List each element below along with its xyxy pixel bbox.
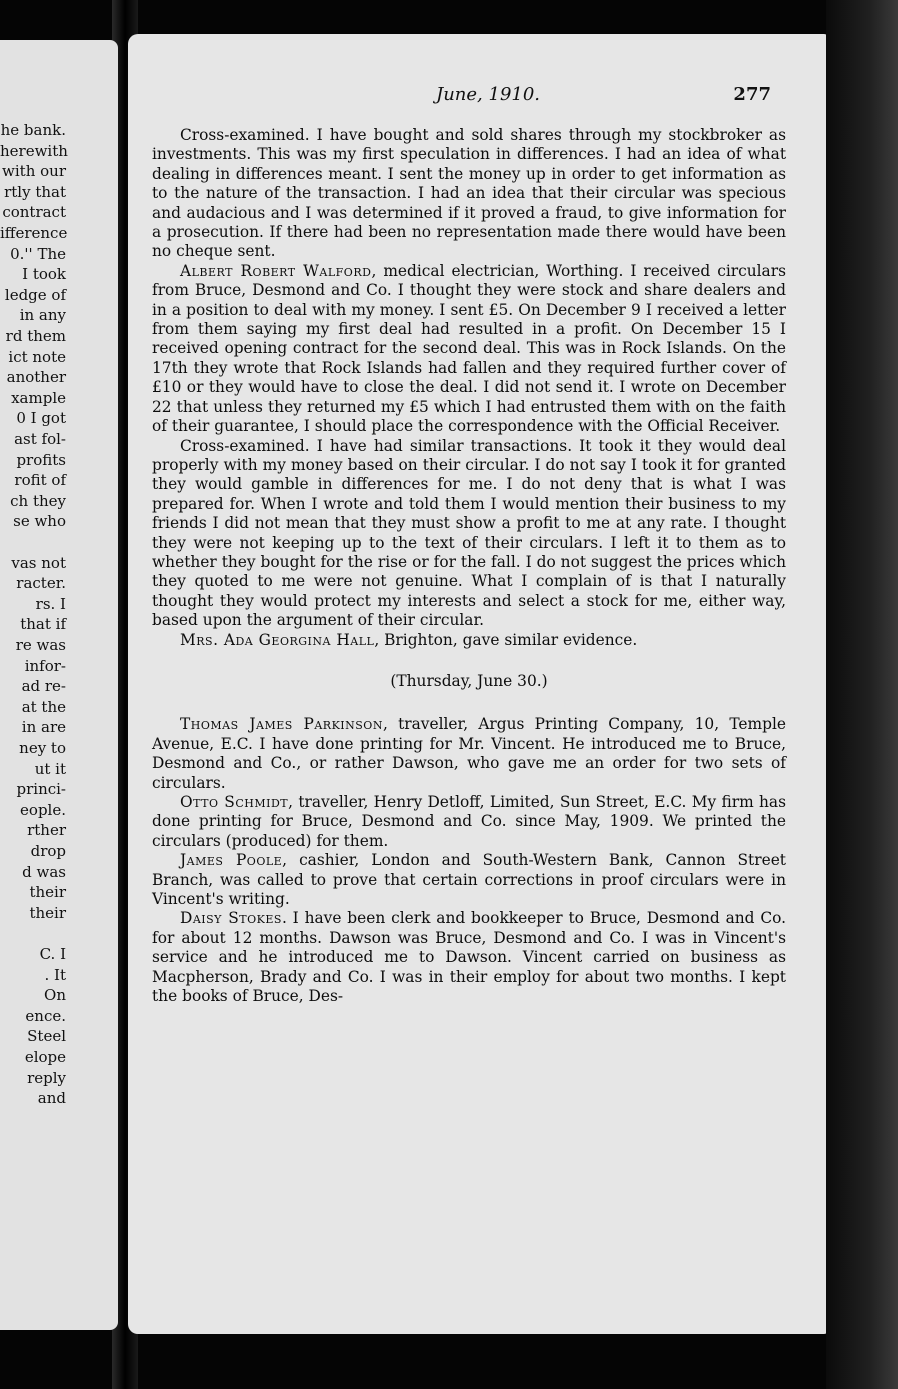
paragraph <box>152 262 786 437</box>
header-date: June, 1910. <box>436 84 541 105</box>
left-page-fragment: xample <box>11 388 66 407</box>
left-page-fragment: 0 I got <box>16 409 66 428</box>
left-page-fragment: I took <box>22 265 66 284</box>
left-page-fragment: 0.'' The <box>10 244 66 263</box>
left-page-fragment: in any <box>19 306 66 325</box>
paragraph-text: , cashier, London and South-Western Bank, Cannon Street Branch, was called to prove that certain corrections in proof circulars were in Vincent's writing. <box>152 851 786 909</box>
left-page-fragment: ledge of <box>4 285 66 304</box>
left-page-fragment: herewith <box>0 141 68 160</box>
left-page-fragment: he bank. <box>0 121 66 139</box>
page-number: 277 <box>733 84 771 105</box>
left-page-fragment: ifference <box>0 224 68 242</box>
left-page-fragment: re was <box>15 636 66 654</box>
left-page-fragment: ict note <box>8 347 66 366</box>
left-page-fragment: rtly that <box>4 182 66 201</box>
left-page-fragment: rofit of <box>14 471 66 490</box>
left-page-fragment: rther <box>27 821 66 840</box>
left-page-fragment: C. I <box>39 945 66 963</box>
paragraph <box>152 793 786 851</box>
speaker-name: Albert Robert Walford <box>180 261 372 280</box>
paragraph <box>152 437 786 631</box>
paragraph <box>152 715 786 793</box>
paragraph-text: . I have been clerk and bookkeeper to Bruce, Desmond and Co. for about 12 months. Dawson was Bruce, Desmond and Co. I was in Vincent's service and he introduced me to Dawson. Vincent carried on business as Macpherson, Brady and Co. I was in their employ for about two months. I kept the books of Bruce, Des- <box>152 909 787 1006</box>
paragraph-text: , traveller, Argus Printing Company, 10, Temple Avenue, E.C. I have done printing for Mr. Vincent. He introduced me to Bruce, Desmond and Co., or rather Dawson, who gave me an order for two sets of circulars. <box>152 715 786 792</box>
left-page-fragment: profits <box>16 450 66 469</box>
paragraph-text: , Brighton, gave similar evidence. <box>374 630 638 649</box>
left-page-fragment: racter. <box>16 574 66 593</box>
left-page-fragment: elope <box>24 1048 66 1066</box>
page-header <box>436 84 771 110</box>
left-page-fragment: ney to <box>19 739 66 757</box>
left-page-fragment: ad re- <box>21 677 66 696</box>
left-page-fragment: d was <box>22 862 66 881</box>
left-page-fragment: On <box>44 986 66 1005</box>
paragraph <box>152 909 786 1006</box>
left-page-fragment: rd them <box>5 327 66 345</box>
speaker-name: Otto Schmidt <box>180 793 289 811</box>
left-page <box>0 40 118 1330</box>
paragraph-text: Cross-examined. I have bought and sold shares through my stockbroker as investments. This was my first speculation in differences. I had an idea of what dealing in differences meant. I sent the money up in order to get information as to the nature of the transaction. I had an idea that their circular was specious and audacious and I was determined if it proved a fraud, to give information for a prosecution. If there had been no representation made there would have been no cheque sent. <box>152 126 786 261</box>
left-page-fragment: with our <box>2 162 66 181</box>
left-page-fragment: . It <box>44 965 66 984</box>
left-page-fragment: eople. <box>20 800 66 819</box>
left-page-fragment: ut it <box>34 759 66 778</box>
left-page-fragment: rs. I <box>35 594 66 613</box>
left-page-fragment: another <box>6 368 66 387</box>
left-page-fragment: infor- <box>24 656 66 675</box>
left-page-fragment: ch they <box>10 491 66 510</box>
paragraph <box>152 851 786 909</box>
paragraph <box>152 631 786 650</box>
left-page-fragment: that if <box>20 615 66 634</box>
speaker-name: Mrs. Ada Georgina Hall <box>180 630 375 649</box>
left-page-fragment: in are <box>21 718 66 737</box>
left-page-fragment: ence. <box>25 1006 66 1025</box>
paragraph-text: , medical electrician, Worthing. I received circulars from Bruce, Desmond and Co. I thought they were stock and share dealers and in a position to deal with my money. I sent £5. On December 9 I received a letter from them saying my first deal had resulted in a profit. On December 15 I received opening contract for the second deal. This was in Rock Islands. On the 17th they wrote that Rock Islands had fallen and they required further cover of £10 or they would have to close the deal. I did not send it. I wrote on December 22 that unless they returned my £5 which I had entrusted them with on the faith of their guarantee, I should place the correspondence with the Official Receiver. <box>152 261 786 436</box>
left-page-fragment: Steel <box>27 1027 66 1046</box>
left-page-fragment: princi- <box>16 780 66 799</box>
left-page-fragment: at the <box>21 697 66 716</box>
speaker-name: Daisy Stokes <box>180 909 282 928</box>
left-page-fragment: drop <box>30 842 66 860</box>
left-page-fragment: contract <box>2 203 66 222</box>
right-page-edge <box>826 0 898 1389</box>
left-page-fragment: vas not <box>11 553 66 572</box>
left-page-fragment: their <box>29 883 66 902</box>
section-heading: (Thursday, June 30.) <box>390 671 548 690</box>
left-page-fragment: se who <box>13 512 66 531</box>
paragraph-text: , traveller, Henry Detloff, Limited, Sun Street, E.C. My firm has done printing for Bruce, Desmond and Co. since May, 1909. We printed the circulars (produced) for them. <box>152 793 786 850</box>
paragraph <box>152 126 786 262</box>
paragraph-text: Cross-examined. I have had similar transactions. It took it they would deal properly with my money based on their circular. I do not say I took it for granted they would gamble in differences for me. I do not deny that is what I was prepared for. When I wrote and told them I would mention their business to my friends I did not mean that they must show a profit to me at any rate. I thought they were not keeping up to the text of their circulars. I left it to them as to whether they bought for the rise or for the fall. I do not suggest the prices which they quoted to me were not genuine. What I complain of is that I naturally thought they would protect my interests and select a stock for me, either way, based upon the argument of their circular. <box>152 436 786 630</box>
left-page-fragment: reply <box>27 1068 66 1087</box>
left-page-fragment: and <box>37 1089 66 1108</box>
speaker-name: James Poole <box>180 851 283 870</box>
speaker-name: Thomas James Parkinson <box>180 715 383 734</box>
left-page-fragment: ast fol- <box>14 430 66 448</box>
left-page-fragment: their <box>29 903 66 922</box>
page-body <box>152 126 786 1006</box>
